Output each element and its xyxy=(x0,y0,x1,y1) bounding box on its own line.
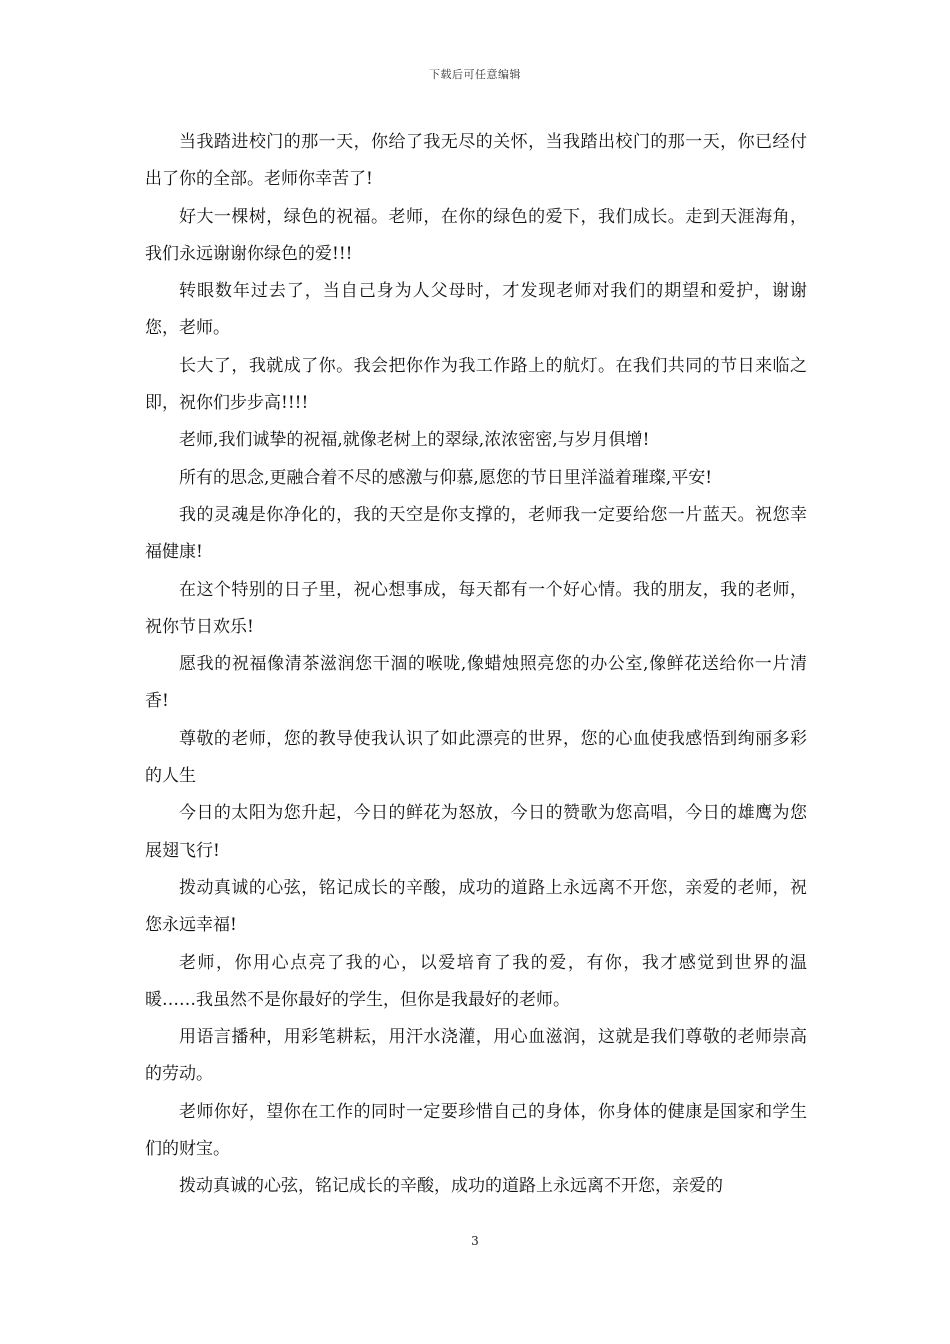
paragraph: 愿我的祝福像清茶滋润您干涸的喉咙,像蜡烛照亮您的办公室,像鲜花送给你一片清香! xyxy=(145,654,807,712)
page-header: 下载后可任意编辑 xyxy=(429,68,521,81)
paragraph: 拨动真诚的心弦，铭记成长的辛酸，成功的道路上永远离不开您，亲爱的老师，祝您永远幸福! xyxy=(145,877,807,936)
paragraph: 用语言播种，用彩笔耕耘，用汗水浇灌，用心血滋润，这就是我们尊敬的老师崇高的劳动。 xyxy=(145,1027,807,1085)
paragraph: 在这个特别的日子里，祝心想事成，每天都有一个好心情。我的朋友，我的老师，祝你节日欢乐! xyxy=(145,579,807,637)
paragraph: 拨动真诚的心弦，铭记成长的辛酸，成功的道路上永远离不开您，亲爱的 xyxy=(179,1176,723,1197)
paragraph: 好大一棵树，绿色的祝福。老师，在你的绿色的爱下，我们成长。走到天涯海角，我们永远谢谢你绿色的爱!!! xyxy=(145,206,807,264)
paragraph: 老师,我们诚挚的祝福,就像老树上的翠绿,浓浓密密,与岁月俱增! xyxy=(179,430,650,451)
paragraph: 所有的思念,更融合着不尽的感激与仰慕,愿您的节日里洋溢着璀璨,平安! xyxy=(179,467,713,488)
paragraph: 老师，你用心点亮了我的心，以爱培育了我的爱，有你，我才感觉到世界的温暖……我虽然不是你最好的学生，但你是我最好的老师。 xyxy=(145,952,807,1010)
document-body xyxy=(145,124,807,1206)
paragraph: 当我踏进校门的那一天，你给了我无尽的关怀，当我踏出校门的那一天，你已经付出了你的全部。老师你幸苦了! xyxy=(145,132,807,190)
paragraph: 长大了，我就成了你。我会把你作为我工作路上的航灯。在我们共同的节日来临之即，祝你们步步高!!!! xyxy=(145,355,807,414)
paragraph: 老师你好，望你在工作的同时一定要珍惜自己的身体，你身体的健康是国家和学生们的财宝。 xyxy=(145,1101,807,1160)
paragraph: 尊敬的老师，您的教导使我认识了如此漂亮的世界，您的心血使我感悟到绚丽多彩的人生 xyxy=(145,728,807,787)
paragraph: 我的灵魂是你净化的，我的天空是你支撑的，老师我一定要给您一片蓝天。祝您幸福健康! xyxy=(145,504,807,563)
paragraph: 今日的太阳为您升起，今日的鲜花为怒放，今日的赞歌为您高唱，今日的雄鹰为您展翅飞行! xyxy=(145,803,807,861)
paragraph: 转眼数年过去了，当自己身为人父母时，才发现老师对我们的期望和爱护，谢谢您，老师。 xyxy=(145,281,807,339)
page-number: 3 xyxy=(471,1234,479,1248)
